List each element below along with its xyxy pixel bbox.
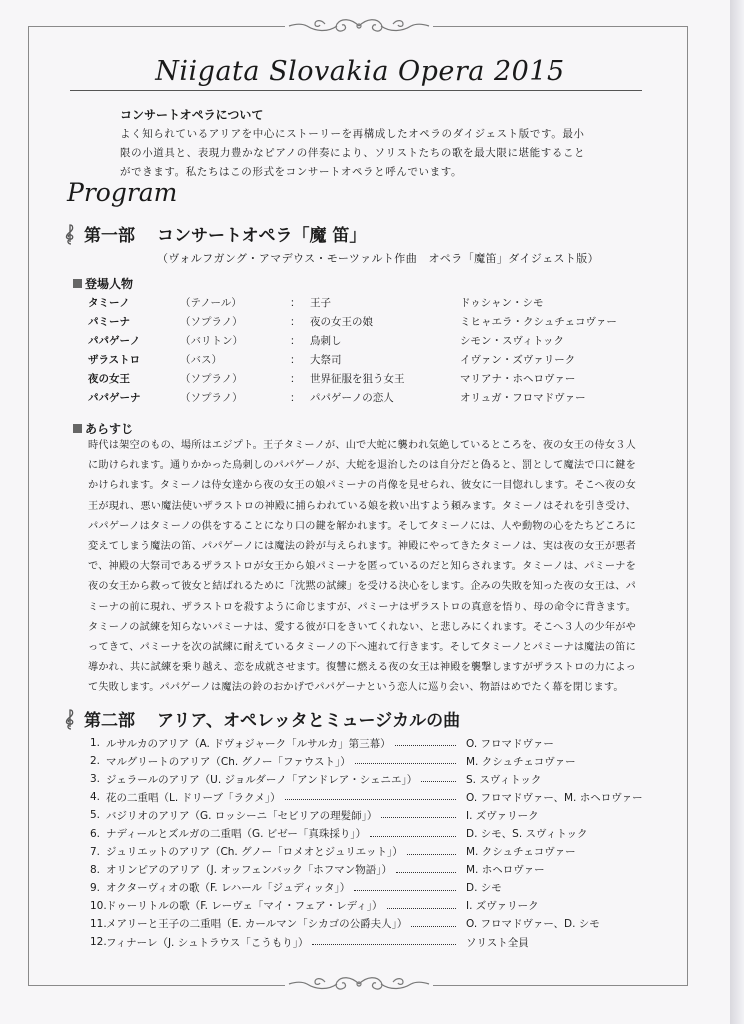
list-item (90, 752, 576, 770)
song-piece: ドゥーリトルの歌（F. レーヴェ「マイ・フェア・レディ」） (106, 900, 383, 913)
cast-description: 大祭司 (310, 354, 342, 366)
part1-heading (62, 221, 366, 246)
cast-singer: シモン・スヴィトック (460, 335, 565, 347)
leader-dots (387, 907, 456, 909)
cast-heading (73, 275, 133, 292)
song-number: 11. (90, 917, 107, 930)
cast-role: パミーナ (88, 316, 130, 328)
leader-dots (381, 816, 456, 818)
part1-title: コンサートオペラ「魔 笛」 (157, 226, 367, 246)
list-item (90, 824, 588, 842)
part2-number: 第二部 (84, 711, 135, 731)
song-performer: M. クシュチェコヴァー (466, 846, 576, 859)
cast-voice: （テノール） (180, 297, 242, 309)
song-performer: O. フロマドヴァー、D. シモ (466, 918, 600, 931)
song-number: 9. (90, 881, 101, 894)
synopsis-heading-label: あらすじ (85, 422, 134, 436)
list-item (90, 861, 545, 879)
song-number: 12. (90, 936, 107, 949)
bottom-ornament-icon (285, 973, 433, 995)
cast-colon: ： (290, 297, 301, 309)
cast-colon: ： (290, 392, 301, 404)
song-list (90, 734, 643, 951)
leader-dots (370, 835, 456, 837)
song-performer: M. クシュチェコヴァー (466, 755, 576, 768)
square-bullet-icon (73, 279, 82, 288)
leader-dots (355, 762, 456, 764)
page-title: Niigata Slovakia Opera 2015 (155, 56, 565, 87)
list-item (90, 788, 643, 806)
cast-singer: オリュガ・フロマドヴァー (460, 392, 586, 404)
cast-row (88, 312, 617, 331)
cast-singer: マリアナ・ホヘロヴァー (460, 373, 576, 385)
list-item (90, 879, 502, 897)
cast-voice: （ソプラノ） (180, 373, 243, 385)
top-ornament-icon (285, 15, 433, 37)
treble-clef-icon (62, 223, 78, 245)
program-heading: Program (67, 178, 178, 207)
cast-role: ザラストロ (88, 354, 141, 366)
cast-singer: イヴァン・ズヴァリーク (460, 354, 576, 366)
song-number: 6. (90, 827, 101, 840)
song-piece: オクターヴィオの歌（F. レハール「ジュディッタ」） (106, 882, 351, 895)
song-piece: オリンピアのアリア（J. オッフェンバック「ホフマン物語」） (106, 864, 393, 877)
leader-dots (407, 853, 456, 855)
cast-role: パパゲーノ (88, 335, 141, 347)
leader-dots (395, 744, 456, 746)
cast-description: 鳥刺し (310, 335, 342, 347)
song-performer: D. シモ (466, 882, 502, 895)
list-item (90, 897, 539, 915)
song-performer: D. シモ、S. スヴィトック (466, 828, 588, 841)
part1-number: 第一部 (84, 226, 135, 246)
list-item (90, 933, 529, 951)
page-edge-shadow (730, 0, 744, 1024)
cast-singer: ミヒャエラ・クシュチェコヴァー (460, 316, 617, 328)
part2-title: アリア、オペレッタとミュージカルの曲 (157, 711, 461, 731)
cast-row (88, 350, 617, 369)
leader-dots (396, 871, 456, 873)
cast-colon: ： (290, 354, 301, 366)
song-number: 4. (90, 791, 101, 804)
song-number: 10. (90, 899, 107, 912)
song-performer: O. フロマドヴァー、M. ホヘロヴァー (466, 791, 643, 804)
song-piece: メアリーと王子の二重唱（E. カールマン「シカゴの公爵夫人」） (106, 918, 408, 931)
song-number: 5. (90, 809, 101, 822)
song-piece: フィナーレ（J. シュトラウス「こうもり」） (106, 936, 309, 949)
cast-colon: ： (290, 335, 301, 347)
list-item (90, 770, 542, 788)
cast-colon: ： (290, 316, 301, 328)
cast-role: タミーノ (88, 297, 130, 309)
square-bullet-icon (73, 424, 82, 433)
cast-description: 王子 (310, 297, 331, 309)
song-number: 1. (90, 737, 101, 750)
song-performer: I. ズヴァリーク (466, 900, 539, 913)
cast-voice: （ソプラノ） (180, 316, 243, 328)
song-number: 2. (90, 755, 101, 768)
cast-colon: ： (290, 373, 301, 385)
song-performer: M. ホヘロヴァー (466, 864, 545, 877)
cast-description: パパゲーノの恋人 (310, 392, 394, 404)
song-piece: ルサルカのアリア（A. ドヴォジャーク「ルサルカ」第三幕） (106, 737, 391, 750)
list-item (90, 734, 554, 752)
song-piece: マルグリートのアリア（Ch. グノー「ファウスト」） (106, 755, 351, 768)
synopsis-text: 時代は架空のもの、場所はエジプト。王子タミーノが、山で大蛇に襲われ気絶しているところを、夜の女王の侍女３人に助けられます。通りかかった鳥刺しのパパゲーノが、大蛇を退治したのは自分だと偽ると、罰として魔法で口に鍵をかけられます。タミーノは侍女達から夜の女王の娘パミーナの肖像を見せられ、彼女に一目惚れします。そこへ夜の女王が現れ、悪い魔法使いザラストロの神殿に捕らわれている娘を救い出すよう頼みます。タミーノはそれを引き受け、パパゲーノはタミーノの供をすることになり口の鍵を解かれます。そしてタミーノには、人や動物の心をたちどころに変えてしまう魔法の笛、パパゲーノには魔法の鈴が与えられます。神殿にやってきたタミーノは、実は夜の女王が悪者で、神殿の大祭司であるザラストロが女王から娘パミーナを匿っているのだと知らされます。タミーノは、パミーナを夜の女王から救って彼女と結ばれるために「沈黙の試練」を受ける決心をします。企みの失敗を知った夜の女王は、パミーナの前に現れ、ザラストロを殺すように命じますが、パミーナはザラストロの真意を悟り、母の命令に背きます。タミーノの試練を知らないパミーナは、愛する彼が口をきいてくれない、と悲しみにくれます。そこへ３人の少年がやってきて、パミーナを次の試練に耐えているタミーノの下へ連れて行きます。そしてタミーノとパミーナは魔法の笛に導かれ、共に試練を乗り越え、恋を成就させます。復讐に燃える夜の女王は神殿を襲撃しますがザラストロの力によって失敗します。パパゲーノは魔法の鈴のおかげでパパゲーナという恋人に巡り会い、物語はめでたく幕を閉じます。 (88, 440, 636, 694)
cast-voice: （バリトン） (180, 335, 243, 347)
song-piece: ジュリエットのアリア（Ch. グノー「ロメオとジュリエット」） (106, 846, 403, 859)
cast-heading-label: 登場人物 (85, 277, 134, 291)
leader-dots (312, 943, 456, 945)
cast-table (88, 293, 617, 407)
leader-dots (285, 798, 456, 800)
song-piece: ジェラールのアリア（U. ジョルダーノ「アンドレア・シェニエ」） (106, 773, 418, 786)
list-item (90, 806, 539, 824)
cast-voice: （バス） (180, 354, 222, 366)
synopsis-heading (73, 420, 133, 437)
list-item (90, 915, 600, 933)
cast-description: 世界征服を狙う女王 (310, 373, 405, 385)
cast-row (88, 331, 617, 350)
song-number: 3. (90, 773, 101, 786)
cast-row (88, 388, 617, 407)
song-piece: 花の二重唱（L. ドリーブ「ラクメ」） (106, 791, 281, 804)
cast-singer: ドゥシャン・シモ (460, 297, 544, 309)
leader-dots (354, 889, 456, 891)
title-underline (70, 90, 642, 91)
cast-row (88, 369, 617, 388)
song-performer: ソリスト全員 (466, 936, 529, 949)
cast-row (88, 293, 617, 312)
treble-clef-icon (62, 708, 78, 730)
about-heading: コンサートオペラについて (120, 108, 264, 122)
song-piece: バジリオのアリア（G. ロッシーニ「セビリアの理髪師」） (106, 809, 378, 822)
song-number: 7. (90, 845, 101, 858)
cast-voice: （ソプラノ） (180, 392, 243, 404)
part2-heading (62, 706, 460, 731)
list-item (90, 843, 576, 861)
song-performer: I. ズヴァリーク (466, 809, 539, 822)
cast-description: 夜の女王の娘 (310, 316, 373, 328)
part1-subtitle: （ヴォルフガング・アマデウス・モーツァルト作曲 オペラ「魔笛」ダイジェスト版） (157, 252, 600, 265)
song-number: 8. (90, 863, 101, 876)
song-performer: S. スヴィトック (466, 773, 542, 786)
cast-role: パパゲーナ (88, 392, 141, 404)
about-text: よく知られているアリアを中心にストーリーを再構成したオペラのダイジェスト版です。最小限の小道具と、表現力豊かなピアノの伴奏により、ソリストたちの歌を最大限に堪能することができます。私たちはこの形式をコンサートオペラと呼んでいます。 (120, 128, 586, 178)
leader-dots (411, 925, 456, 927)
song-piece: ナディールとズルガの二重唱（G. ビゼー「真珠採り」） (106, 828, 367, 841)
song-performer: O. フロマドヴァー (466, 737, 554, 750)
cast-role: 夜の女王 (88, 373, 130, 385)
leader-dots (421, 780, 456, 782)
